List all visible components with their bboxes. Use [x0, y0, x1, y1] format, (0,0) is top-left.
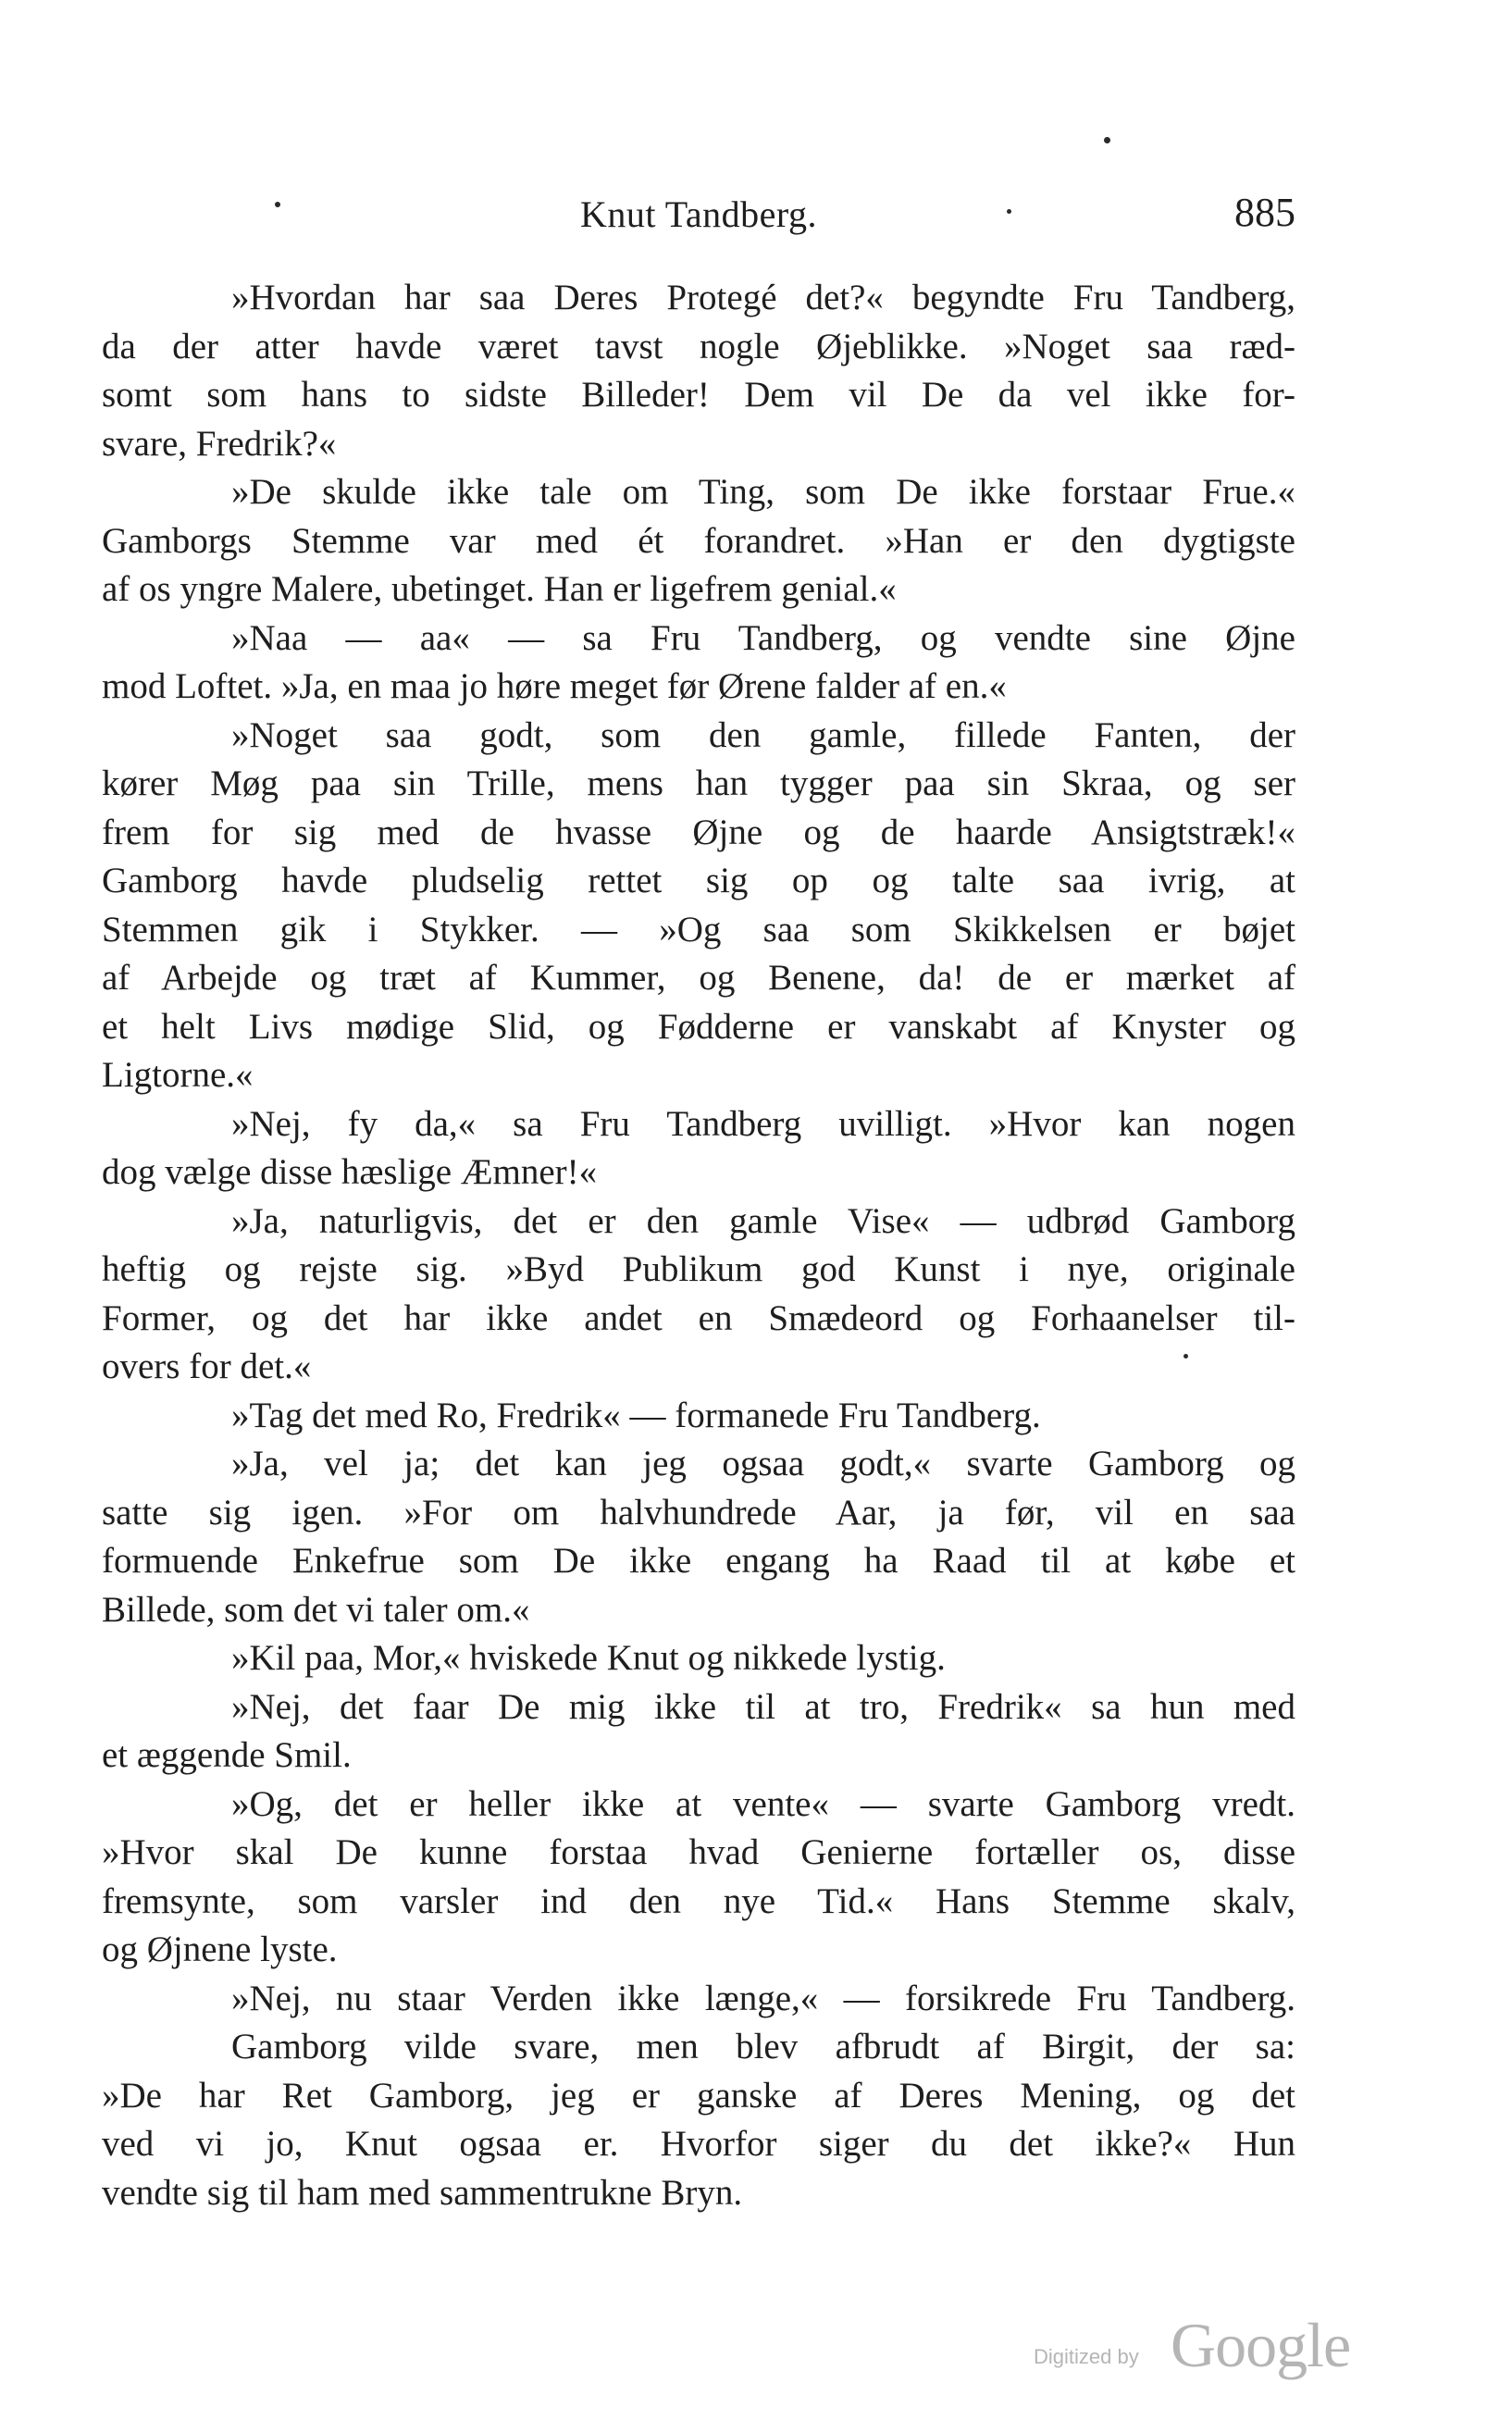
text-line: kører Møg paa sin Trille, mens han tygger paa sin Skraa, og ser	[102, 763, 1295, 803]
text-line: »Ja, vel ja; det kan jeg ogsaa godt,« svarte Gamborg og	[231, 1444, 1295, 1483]
text-line: et helt Livs mødige Slid, og Fødderne er vanskabt af Knyster og	[102, 1006, 1295, 1047]
digitized-by-google-watermark	[1034, 2308, 1353, 2382]
text-line: »Og, det er heller ikke at vente« — svarte Gamborg vredt.	[231, 1783, 1295, 1824]
text-line: somt som hans to sidste Billeder! Dem vil De da vel ikke for-	[102, 375, 1295, 415]
text-line: »Hvor skal De kunne forstaa hvad Genierne fortæller os, disse	[102, 1832, 1295, 1872]
text-line: Gamborg havde pludselig rettet sig op og talte saa ivrig, at	[102, 861, 1295, 900]
text-line: »Naa — aa« — sa Fru Tandberg, og vendte sine Øjne	[231, 617, 1295, 658]
text-line: »Ja, naturligvis, det er den gamle Vise« — udbrød Gamborg	[231, 1200, 1295, 1241]
ink-speck	[1104, 137, 1110, 143]
text-line: »Hvordan har saa Deres Protegé det?« begyndte Fru Tandberg,	[231, 278, 1295, 317]
text-line: vendte sig til ham med sammentrukne Bryn.	[102, 2172, 743, 2213]
google-logo: Google	[1171, 2310, 1351, 2380]
text-line: overs for det.«	[102, 1347, 312, 1386]
text-line: frem for sig med de hvasse Øjne og de haarde Ansigtstræk!«	[102, 812, 1295, 852]
text-line: »Tag det med Ro, Fredrik« — formanede Fru Tandberg.	[231, 1395, 1041, 1435]
text-line: Stemmen gik i Stykker. — »Og saa som Skikkelsen er bøjet	[102, 909, 1295, 949]
text-line: »Kil paa, Mor,« hviskede Knut og nikkede lystig.	[231, 1638, 946, 1678]
text-line: heftig og rejste sig. »Byd Publikum god Kunst i nye, originale	[102, 1249, 1295, 1289]
text-line: satte sig igen. »For om halvhundrede Aar, ja før, vil en saa	[102, 1492, 1295, 1533]
text-line: »Nej, det faar De mig ikke til at tro, Fredrik« sa hun med	[231, 1686, 1295, 1727]
text-line: da der atter havde været tavst nogle Øjeblikke. »Noget saa ræd-	[102, 326, 1295, 366]
text-line: »Noget saa godt, som den gamle, fillede Fanten, der	[231, 714, 1295, 755]
text-line: af os yngre Malere, ubetinget. Han er ligefrem genial.«	[102, 569, 897, 609]
text-line: Gamborg vilde svare, men blev afbrudt af Birgit, der sa:	[231, 2027, 1295, 2066]
text-line: af Arbejde og træt af Kummer, og Benene, da! de er mærket af	[102, 958, 1295, 998]
page-number: 885	[1234, 190, 1295, 235]
text-line: formuende Enkefrue som De ikke engang ha Raad til at købe et	[102, 1541, 1295, 1581]
text-line: et æggende Smil.	[102, 1735, 352, 1775]
running-title: Knut Tandberg.	[579, 193, 818, 235]
text-line: Ligtorne.«	[102, 1055, 254, 1095]
text-line: »De skulde ikke tale om Ting, som De ikke forstaar Frue.«	[231, 472, 1295, 512]
watermark-prefix: Digitized by	[1034, 2345, 1139, 2368]
text-line: »De har Ret Gamborg, jeg er ganske af Deres Mening, og det	[102, 2075, 1295, 2116]
text-line: fremsynte, som varsler ind den nye Tid.« Hans Stemme skalv,	[102, 1880, 1295, 1921]
text-line: Former, og det har ikke andet en Smædeord og Forhaanelser til-	[102, 1297, 1295, 1338]
text-line: mod Loftet. »Ja, en maa jo høre meget før Ørene falder af en.«	[102, 666, 1007, 706]
text-line: Billede, som det vi taler om.«	[102, 1589, 530, 1630]
text-line: og Øjnene lyste.	[102, 1930, 338, 1969]
text-line: ved vi jo, Knut ogsaa er. Hvorfor siger du det ikke?« Hun	[102, 2124, 1295, 2164]
text-line: dog vælge disse hæslige Æmner!«	[102, 1152, 598, 1192]
text-line: svare, Fredrik?«	[102, 423, 337, 464]
body-text	[102, 274, 1295, 2217]
running-header	[102, 185, 1295, 241]
text-line: Gamborgs Stemme var med ét forandret. »Han er den dygtigste	[102, 520, 1295, 561]
text-line: »Nej, nu staar Verden ikke længe,« — forsikrede Fru Tandberg.	[231, 1978, 1295, 2018]
text-line: »Nej, fy da,« sa Fru Tandberg uvilligt. »Hvor kan nogen	[231, 1103, 1295, 1144]
